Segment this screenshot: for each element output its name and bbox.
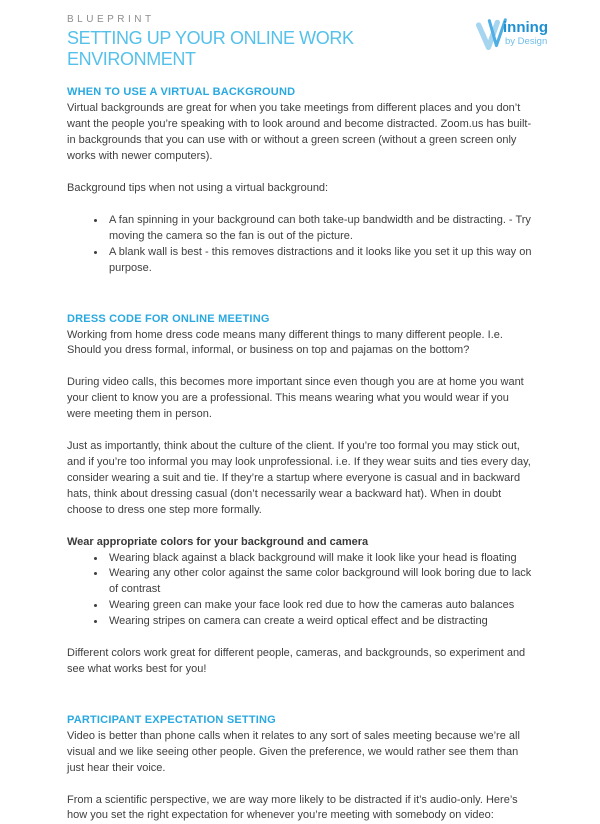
logo-wordmark: inning <box>503 19 548 36</box>
paragraph: Different colors work great for different people, cameras, and backgrounds, so experiment and see what works best for you! <box>67 647 526 675</box>
bullet-list <box>67 551 534 631</box>
paragraph: Virtual backgrounds are great for when you take meetings from different places and you don’t want the people you’re speaking with to look around and become distracted. Zoom.us has built-in backgrounds that you can use with or without a green screen (without a green screen only works with newer computers). <box>67 102 532 163</box>
section-participant-expectation <box>67 714 534 824</box>
list-item: • A fan spinning in your background can both take-up bandwidth and be distracting. - Try moving the camera so the fan is out of the picture. <box>106 213 534 245</box>
list-item: • Wearing green can make your face look red due to how the cameras auto balances <box>106 598 534 614</box>
list-item: • Wearing black against a black background will make it look like your head is floating <box>106 551 534 567</box>
bullet-list <box>67 213 534 277</box>
paragraph: During video calls, this becomes more important since even though you are at home you want your client to know you are a professional. This means wearing what you would wear if you were meeting them in person. <box>67 376 524 421</box>
paragraph: Just as importantly, think about the culture of the client. If you’re too formal you may stick out, and if you’re too informal you may look unprofessional. i.e. If they wear suits and ties every day, consider wearing a suit and tie. If they’re a startup where everyone is casual and in backward hats, think about dressing casual (don’t necessarily wear a backward hat). When in doubt choose to dress one step more formally. <box>67 440 531 516</box>
subheading-appropriate-colors: Wear appropriate colors for your background and camera <box>67 535 369 548</box>
blueprint-eyebrow: BLUEPRINT <box>67 14 155 25</box>
paragraph: Working from home dress code means many different things to many different people. I.e. Should you dress formal, informal, or business on top and pajamas on the bottom? <box>67 328 503 357</box>
paragraph: Background tips when not using a virtual background: <box>67 182 329 194</box>
section-virtual-background <box>67 86 534 276</box>
paragraph: From a scientific perspective, we are way more likely to be distracted if it’s audio-only. Here’s how you set the right expectation for whenever you’re meeting with somebody on video: <box>67 793 518 822</box>
header-titles <box>67 14 474 69</box>
list-item: • Wearing stripes on camera can create a weird optical effect and be distracting <box>106 614 534 630</box>
paragraph: Video is better than phone calls when it relates to any sort of sales meeting because we’re all visual and we like seeing other people. Given the preference, we would rather see them than just hear their voice. <box>67 729 520 774</box>
list-item: • A blank wall is best - this removes distractions and it looks like you set it up this way on purpose. <box>106 245 534 277</box>
section-heading-dress-code: DRESS CODE FOR ONLINE MEETING <box>67 312 270 325</box>
page-title: SETTING UP YOUR ONLINE WORK ENVIRONMENT <box>67 28 354 69</box>
section-dress-code <box>67 313 534 678</box>
list-item: • Wearing any other color against the same color background will look boring due to lack of contrast <box>106 566 534 598</box>
document-header <box>67 14 548 69</box>
section-heading-participant-expectation: PARTICIPANT EXPECTATION SETTING <box>67 713 276 726</box>
section-heading-virtual-background: WHEN TO USE A VIRTUAL BACKGROUND <box>67 86 296 99</box>
logo-text <box>503 20 548 47</box>
winning-by-design-logo <box>474 18 548 50</box>
logo-tagline: by Design <box>505 36 548 47</box>
